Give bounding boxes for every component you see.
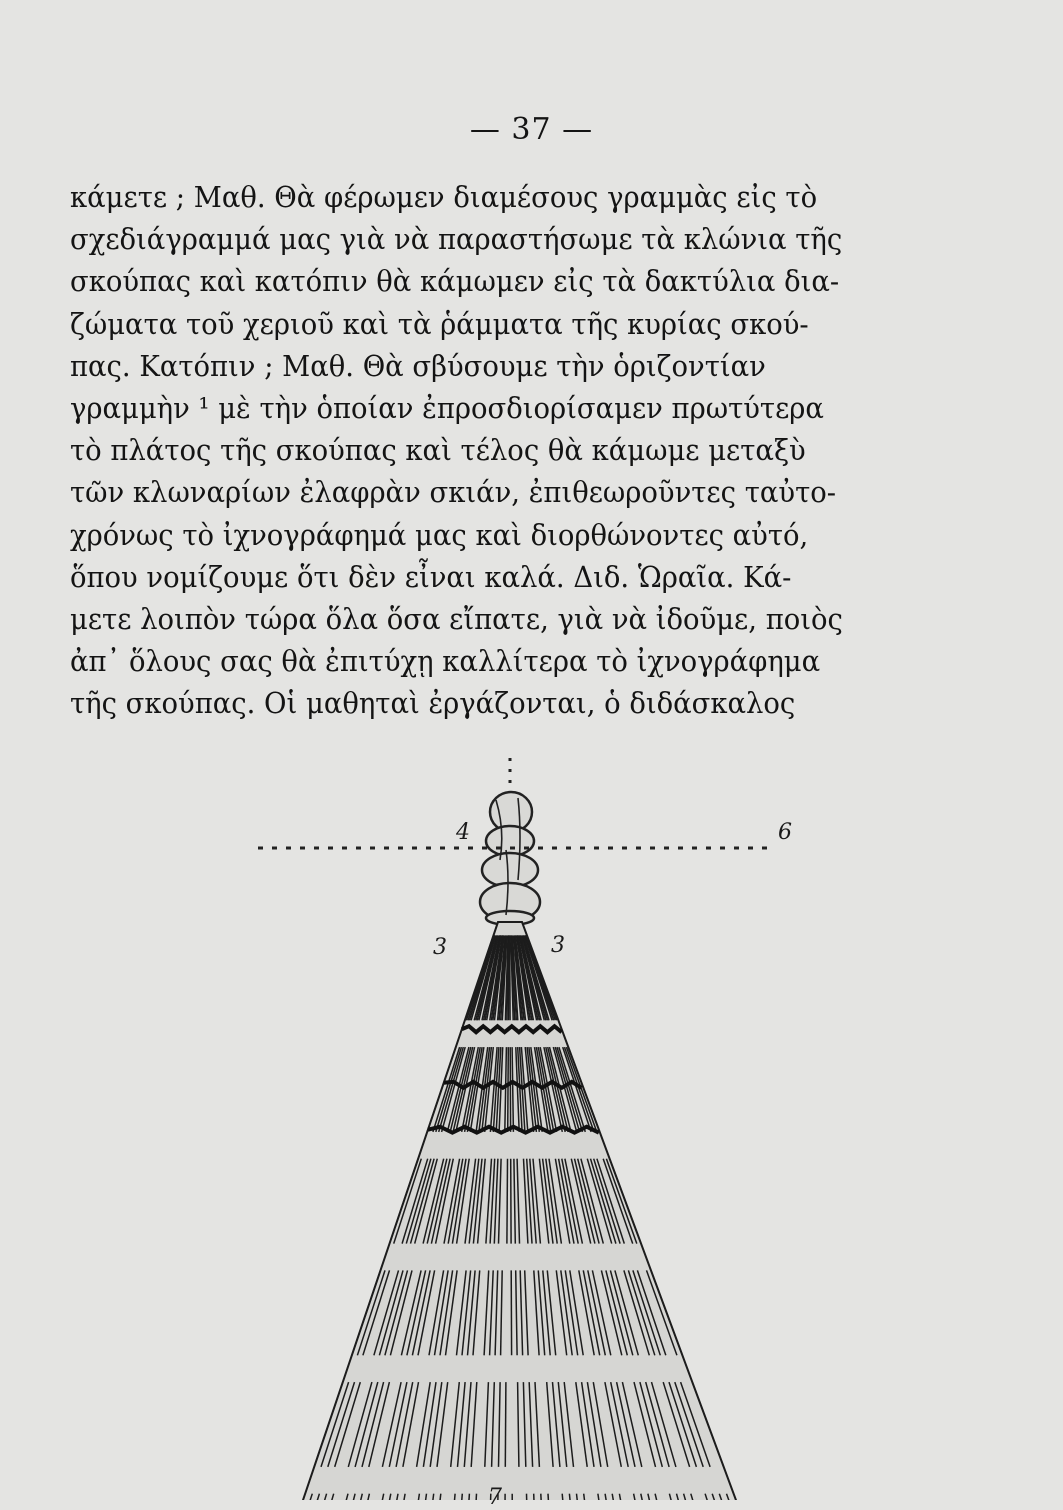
text-line: χρόνως τὸ ἰχνογράφημά μας καὶ διορθώνοντες αὐτό, [70,514,940,556]
page-number: — 37 — [0,112,1063,147]
text-line: κάμετε ; Μαθ. Θὰ φέρωμεν διαμέσους γραμμὰς εἰς τὸ [70,176,940,218]
text-line: γραμμὴν ¹ μὲ τὴν ὁποίαν ἐπροσδιορίσαμεν πρωτύτερα [70,387,940,429]
label-base-right: 6 [778,820,792,845]
text-line: τὸ πλάτος τῆς σκούπας καὶ τέλος θὰ κάμωμε μεταξὺ [70,429,940,471]
text-line: πας. Κατόπιν ; Μαθ. Θὰ σβύσουμε τὴν ὁριζοντίαν [70,345,940,387]
text-line: τῆς σκούπας. Οἱ μαθηταὶ ἐργάζονται, ὁ διδάσκαλος [70,682,940,724]
text-line: σκούπας καὶ κατόπιν θὰ κάμωμεν εἰς τὰ δακτύλια δια- [70,260,940,302]
broom-figure [0,740,1063,1500]
label-right: 3 [551,933,565,958]
label-left: 3 [433,935,447,960]
bristle-stroke [505,1494,506,1500]
text-line: σχεδιάγραμμά μας γιὰ νὰ παραστήσωμε τὰ κλώνια τῆς [70,218,940,260]
text-line: μετε λοιπὸν τώρα ὅλα ὅσα εἴπατε, γιὰ νὰ ἰδοῦμε, ποιὸς [70,598,940,640]
text-line: τῶν κλωναρίων ἐλαφρὰν σκιάν, ἐπιθεωροῦντες ταὐτο- [70,471,940,513]
broom-drawing [0,740,1063,1500]
text-line: ζώματα τοῦ χεριοῦ καὶ τὰ ῥάμματα τῆς κυρίας σκού- [70,303,940,345]
broom-bristles [272,922,770,1500]
bristle-stroke [507,1159,508,1244]
bristle-stroke [508,1047,509,1132]
label-handle: 4 [456,820,470,845]
label-bottom: 7 [488,1485,502,1510]
text-line: ἀπ᾽ ὅλους σας θὰ ἐπιτύχῃ καλλίτερα τὸ ἰχνογράφημα [70,640,940,682]
bristle-stroke [505,1382,506,1467]
body-text [70,176,990,724]
text-line: ὅπου νομίζουμε ὅτι δὲν εἶναι καλά. Διδ. Ὡραῖα. Κά- [70,556,940,598]
